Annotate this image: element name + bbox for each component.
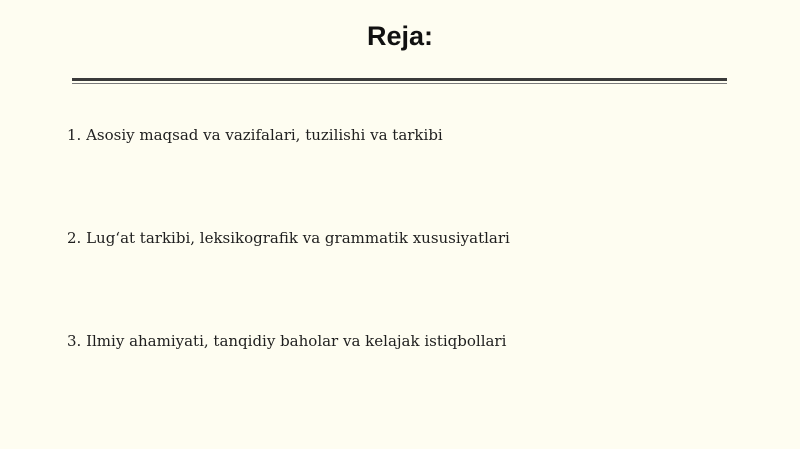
title-divider-thick: [72, 78, 727, 81]
slide-title: Reja:: [366, 21, 434, 51]
plan-item-1: 1. Asosiy maqsad va vazifalari, tuzilishi va tarkibi: [67, 126, 443, 144]
plan-item-2: 2. Lug‘at tarkibi, leksikografik va grammatik xususiyatlari: [67, 229, 510, 247]
title-divider-thin: [72, 83, 727, 84]
plan-item-3: 3. Ilmiy ahamiyati, tanqidiy baholar va kelajak istiqbollari: [67, 332, 507, 350]
